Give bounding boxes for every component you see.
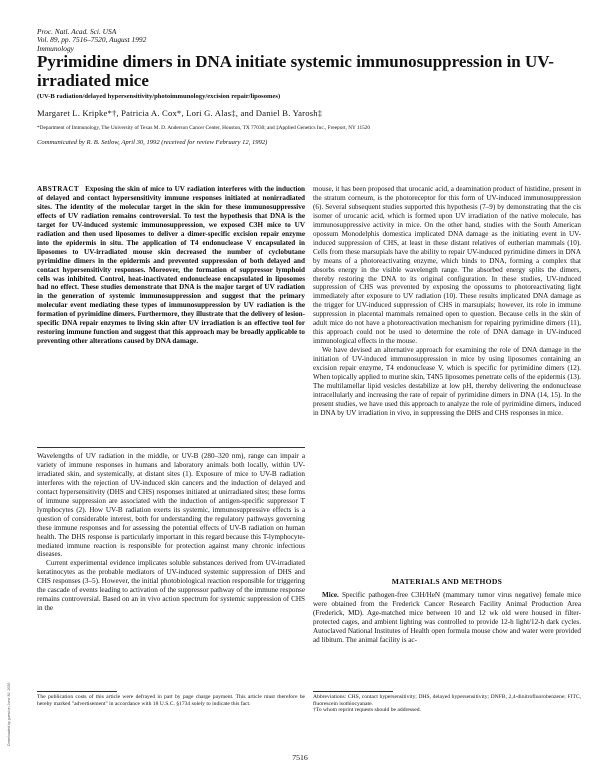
keywords: (UV-B radiation/delayed hypersensitivity/photoimmunology/excision repair/liposomes) bbox=[37, 93, 281, 100]
right-paragraph-2: We have devised an alternative approach for examining the role of DNA damage in the initiation of UV-induced immunosuppression in mice by using liposomes containing an excision repair enzyme, T4 endonuclease V, which is specific for pyrimidine dimers (12). When topically applied to murine skin, T4N5 liposomes penetrate cells of the epidermis (13). The multilamellar lipid vesicles destabilize at low pH, thereby delivering the endonuclease intracellularly and increasing the rate of repair of pyrimidine dimers in DNA (14, 15). In the present studies, we have used this approach to analyze the role of pyrimidine dimers, induced in DNA by UV irradiation in vivo, in suppressing the DHS and CHS responses in mice. bbox=[313, 346, 581, 417]
abbreviations-footnote: Abbreviations: CHS, contact hypersensitivity; DHS, delayed hypersensitivity; DNFB, 2,4-dinitrofluorobenzene; FITC, fluorescein isothiocyanate. bbox=[313, 694, 581, 707]
methods-heading: MATERIALS AND METHODS bbox=[391, 577, 503, 586]
journal-volume: Vol. 89, pp. 7516–7520, August 1992 bbox=[37, 35, 147, 45]
methods-text: Specific pathogen-free C3H/HeN (mammary tumor virus negative) female mice were obtained from the Frederick Cancer Research Facility Animal Production Area (Frederick, MD). Age-matched mice between 10 and 12 wk old were housed in filter-protected cages, and ambient lighting was controlled to provide 12-h light/12-h dark cycles. Autoclaved National Institutes of Health open formula mouse chow and water were provided ad libitum. The animal facility is ac- bbox=[313, 591, 581, 644]
methods-section bbox=[313, 591, 581, 645]
abstract bbox=[37, 185, 305, 346]
communicated-line: Communicated by R. B. Setlow, April 30, 1992 (received for review February 12, 1992) bbox=[37, 139, 268, 146]
methods-run-in: Mice. bbox=[322, 591, 339, 599]
publication-cost-footnote: The publication costs of this article were defrayed in part by page charge payment. This article must therefore be hereby marked "advertisement" in accordance with 18 U.S.C. §1734 solely to indicate this fact. bbox=[37, 694, 305, 707]
abstract-text: Exposing the skin of mice to UV radiation interferes with the induction of delayed and contact hypersensitivity immune responses initiated at nonirradiated sites. The identity of the molecular target in the skin for these immunosuppressive effects of UV radiation remains controversial. To test the hypothesis that DNA is the target for UV-induced systemic immunosuppression, we exposed C3H mice to UV radiation and then used liposomes to deliver a dimer-specific excision repair enzyme into the epidermis in situ. The application of T4 endonuclease V encapsulated in liposomes to UV-irradiated mouse skin decreased the number of cyclobutane pyrimidine dimers in the epidermis and prevented suppression of both delayed and contact hypersensitivity responses. Moreover, the formation of suppressor lymphoid cells was inhibited. Control, heat-inactivated endonuclease encapsulated in liposomes had no effect. These studies demonstrate that DNA is the major target of UV radiation in the generation of systemic immunosuppression and suggest that the primary molecular event mediating these types of immunosuppression by UV radiation is the formation of pyrimidine dimers. Furthermore, they illustrate that the delivery of lesion-specific DNA repair enzymes to living skin after UV irradiation is an effective tool for restoring immune function and suggest that this approach may be broadly applicable to preventing other alterations caused by DNA damage. bbox=[37, 185, 305, 346]
authors: Margaret L. Kripke*†, Patricia A. Cox*, Lori G. Alas‡, and Daniel B. Yarosh‡ bbox=[37, 108, 323, 118]
intro-paragraph-1: Wavelengths of UV radiation in the middle, or UV-B (280–320 nm), range can impair a variety of immune responses in humans and laboratory animals both locally, within UV-irradiated skin, and systemically, at distant sites (1). Exposure of mice to UV-B radiation interferes with the rejection of UV-induced skin cancers and the induction of delayed and contact hypersensitivity (DHS and CHS) responses initiated at unirradiated sites; these forms of immune suppression are associated with the induction of antigen-specific suppressor T lymphocytes (2). How UV-B radiation exerts its systemic, immunosuppressive effects is a question of considerable interest, both for understanding the regulatory pathways governing these immune responses and for assessing the potential effects of UV-B radiation on human health. The DHS response is particularly important in this regard because this T-lymphocyte-mediated immune reaction is responsible for protection against many chronic infectious diseases. bbox=[37, 452, 305, 559]
download-watermark-text: Downloaded by guest on June 30, 2020 bbox=[7, 682, 11, 746]
journal-name: Proc. Natl. Acad. Sci. USA bbox=[37, 27, 117, 36]
footnote-divider-right bbox=[313, 691, 393, 692]
introduction bbox=[37, 452, 305, 613]
page-number: 7516 bbox=[292, 753, 308, 762]
journal-header bbox=[37, 28, 146, 53]
footnote-divider-left bbox=[37, 691, 117, 692]
abstract-label: ABSTRACT bbox=[37, 185, 80, 193]
download-watermark bbox=[5, 618, 15, 748]
affiliations: *Department of Immunology, The University of Texas M. D. Anderson Cancer Center, Houston, TX 77030; and ‡Applied Genetics Inc., Freeport, NY 11520 bbox=[37, 125, 371, 131]
abstract-divider bbox=[37, 447, 305, 448]
right-column bbox=[313, 185, 581, 418]
intro-paragraph-2: Current experimental evidence implicates soluble substances derived from UV-irradiated keratinocytes as the probable mediators of UV-induced systemic suppression of DHS and CHS responses (3–5). However, the initial photobiological reaction responsible for triggering the cascade of events leading to activation of the suppressor pathway of the immune response remains controversial. Based on an in vivo action spectrum for systemic suppression of CHS in the bbox=[37, 559, 305, 613]
reprint-footnote: †To whom reprint requests should be addressed. bbox=[313, 707, 421, 713]
footnotes-right bbox=[313, 694, 581, 714]
article-title: Pyrimidine dimers in DNA initiate systemic immunosuppression in UV-irradiated mice bbox=[37, 52, 554, 90]
journal-section: Immunology bbox=[37, 43, 74, 53]
right-paragraph-1: mouse, it has been proposed that urocanic acid, a deamination product of histidine, present in the stratum corneum, is the photoreceptor for this form of UV-induced immunosuppression (6). Several subsequent studies supported this hypothesis (7–9) by demonstrating that the cis isomer of urocanic acid, which is formed upon UV irradiation of the native molecule, has immunosuppressive activity in mice. On the other hand, studies with the South American opossum Monodelphis domestica implicated DNA damage as the initiating event in UV-induced suppression of CHS, at least in these distant relatives of eutherian mammals (10). Cells from these marsupials have the ability to repair UV-induced pyrimidine dimers in DNA by means of a photoreactivating enzyme, which binds to DNA, forming a complex that absorbs energy in the visible wavelength range. The absorbed energy splits the dimers, thereby restoring the DNA to its original configuration. In these studies, UV-induced suppression of CHS was prevented by exposing the opossums to photoreactivating light immediately after exposure to UV radiation (10). These results implicated DNA damage as the trigger for UV-induced suppression of CHS in marsupials; however, its role in immune suppression in placental mammals remained open to question. Because cells in the skin of adult mice do not have a photoreactivation mechanism for repairing pyrimidine dimers (11), this approach could not be used to determine the role of DNA damage in UV-induced immunological effects in the mouse. bbox=[313, 185, 581, 346]
